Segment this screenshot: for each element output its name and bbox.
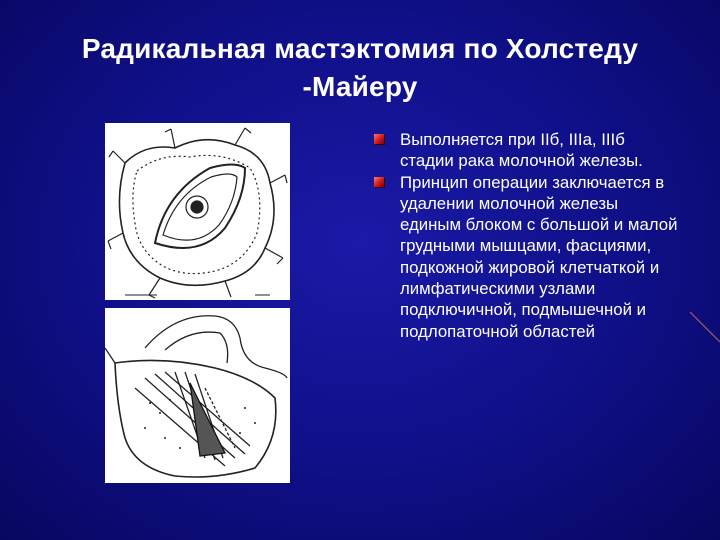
incision-drawing (105, 123, 290, 300)
bullet-list (372, 129, 682, 342)
title-line-2: -Майеру (302, 71, 418, 102)
bullet-item-stages (372, 129, 682, 172)
slide-title (20, 30, 700, 106)
cross-section-illustration (105, 308, 290, 483)
incision-illustration (105, 123, 290, 300)
bullet-square-icon (374, 177, 384, 187)
bullet-text: Выполняется при IIб, IIIа, IIIб стадии рака молочной железы. (400, 130, 643, 171)
bullet-item-principle (372, 172, 682, 342)
cross-section-drawing (105, 308, 290, 483)
bullet-text: Принцип операции заключается в удалении молочной железы единым блоком с большой и малой грудными мышцами, фасциями, подкожной жировой клетчаткой и лимфатическими узлами подключичной, подмышечной и подлопаточной областей (400, 172, 678, 341)
title-line-1: Радикальная мастэктомия по Холстеду (81, 33, 639, 64)
bullet-square-icon (374, 134, 384, 144)
decorative-edge-line (690, 312, 720, 352)
